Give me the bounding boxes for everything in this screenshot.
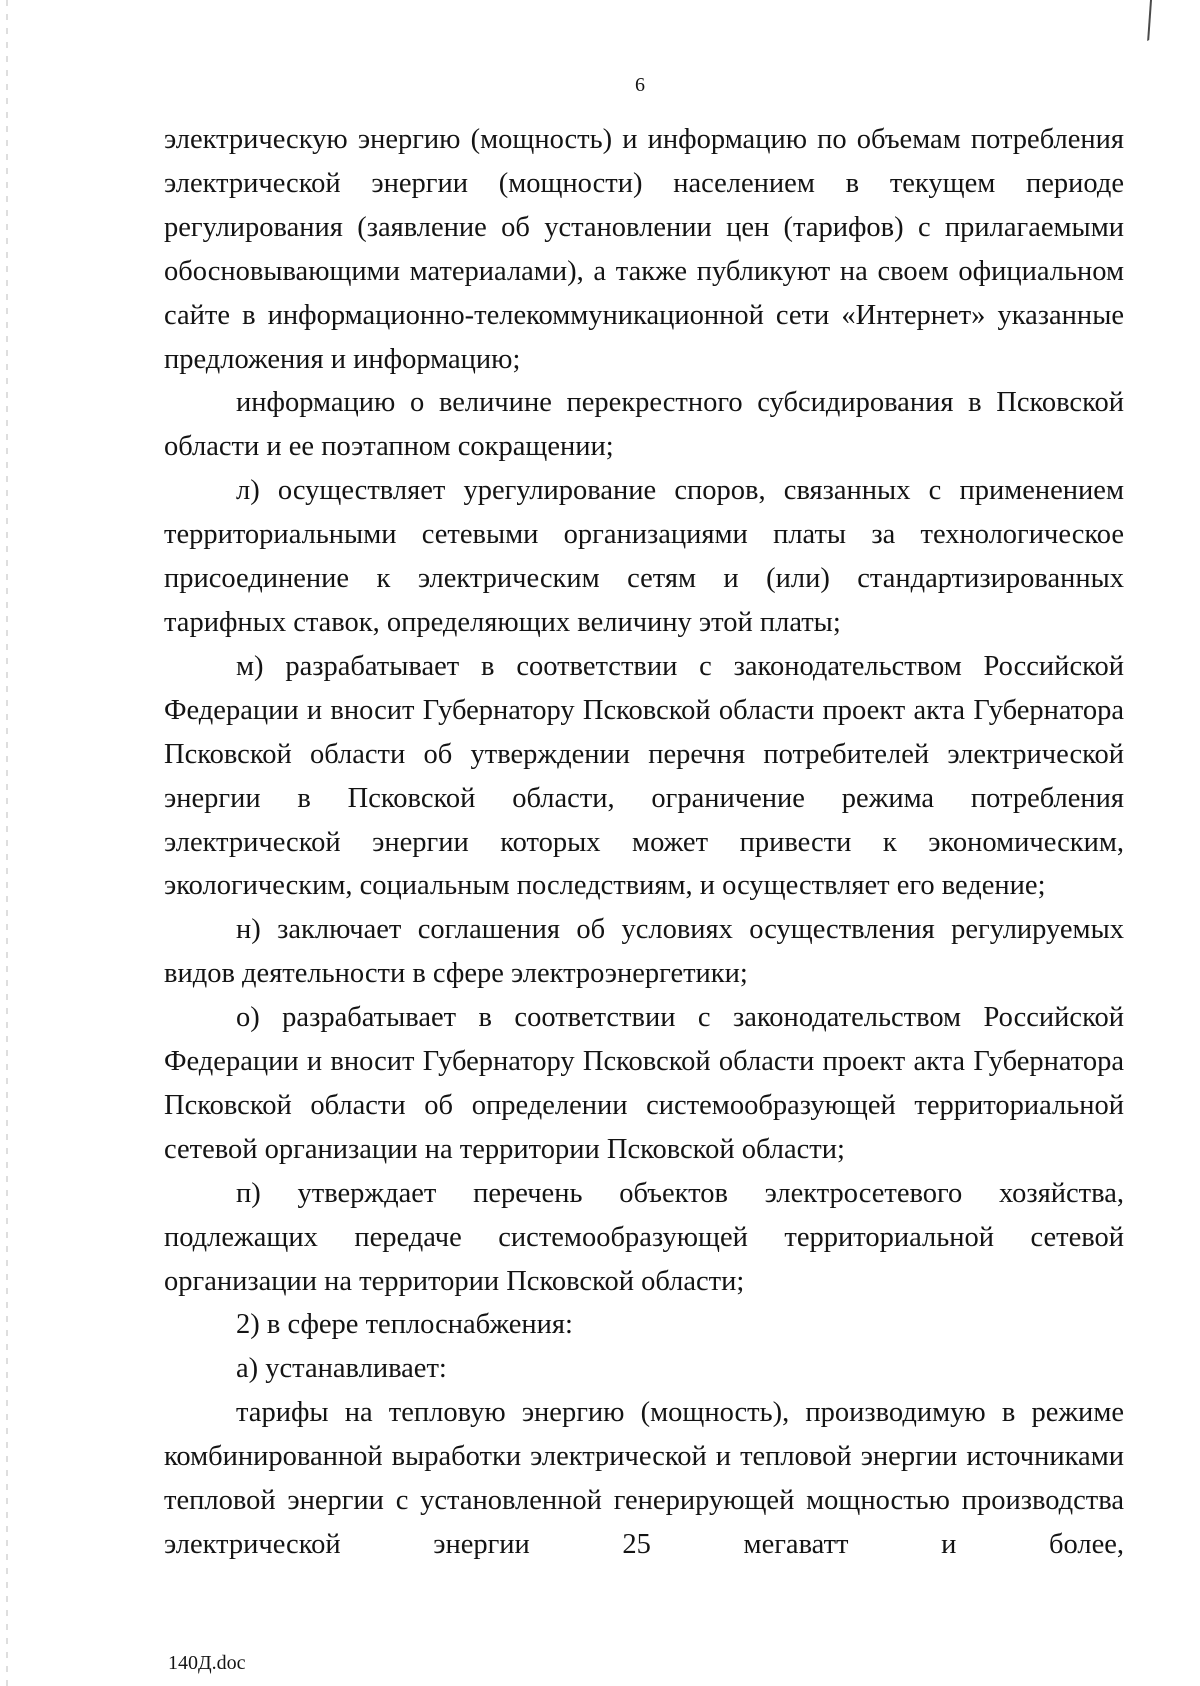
footer-file-name: 140Д.doc [168,1652,246,1674]
paragraph-item-p: п) утверждает перечень объектов электросетевого хозяйства, подлежащих передаче системообразующей территориальной сетевой организации на территории Псковской области; [164,1177,1124,1297]
paragraph-item-m: м) разрабатывает в соответствии с законодательством Российской Федерации и вносит Губернатору Псковской области проект акта Губернатора Псковской области об утверждении перечня потребителей электрической энергии в Псковской области, ограничение режима потребления электрической энергии которых может привести к экономическим, экологическим, социальным последствиям, и осуществляет его ведение; [164,650,1124,902]
body-text [164,118,1124,1567]
paragraph-tariffs: тарифы на тепловую энергию (мощность), производимую в режиме комбинированной выработки электрической и тепловой энергии источниками тепловой энергии с установленной генерирующей мощностью производства электрической энергии 25 мегаватт и более, [164,1397,1124,1560]
paragraph-section-2: 2) в сфере теплоснабжения: [236,1309,573,1341]
paragraph-item-a: а) устанавливает: [236,1353,447,1385]
scan-edge-right [1147,0,1200,41]
paragraph-cross-subsidy: информацию о величине перекрестного субсидирования в Псковской области и ее поэтапном сокращении; [164,387,1124,463]
paragraph-item-o: о) разрабатывает в соответствии с законодательством Российской Федерации и вносит Губернатору Псковской области проект акта Губернатора Псковской области об определении системообразующей территориальной сетевой организации на территории Псковской области; [164,1002,1124,1165]
paragraph-item-l: л) осуществляет урегулирование споров, связанных с применением территориальными сетевыми организациями платы за технологическое присоединение к электрическим сетям и (или) стандартизированных тарифных ставок, определяющих величину этой платы; [164,475,1124,638]
scan-edge-left [6,0,8,1686]
page-number: 6 [635,74,645,96]
paragraph-item-n: н) заключает соглашения об условиях осуществления регулируемых видов деятельности в сфере электроэнергетики; [164,914,1124,990]
paragraph-continuation: электрическую энергию (мощность) и информацию по объемам потребления электрической энергии (мощности) населением в текущем периоде регулирования (заявление об установлении цен (тарифов) с прилагаемыми обосновывающими материалами), а также публикуют на своем официальном сайте в информационно-телекоммуникационной сети «Интернет» указанные предложения и информацию; [164,124,1124,375]
